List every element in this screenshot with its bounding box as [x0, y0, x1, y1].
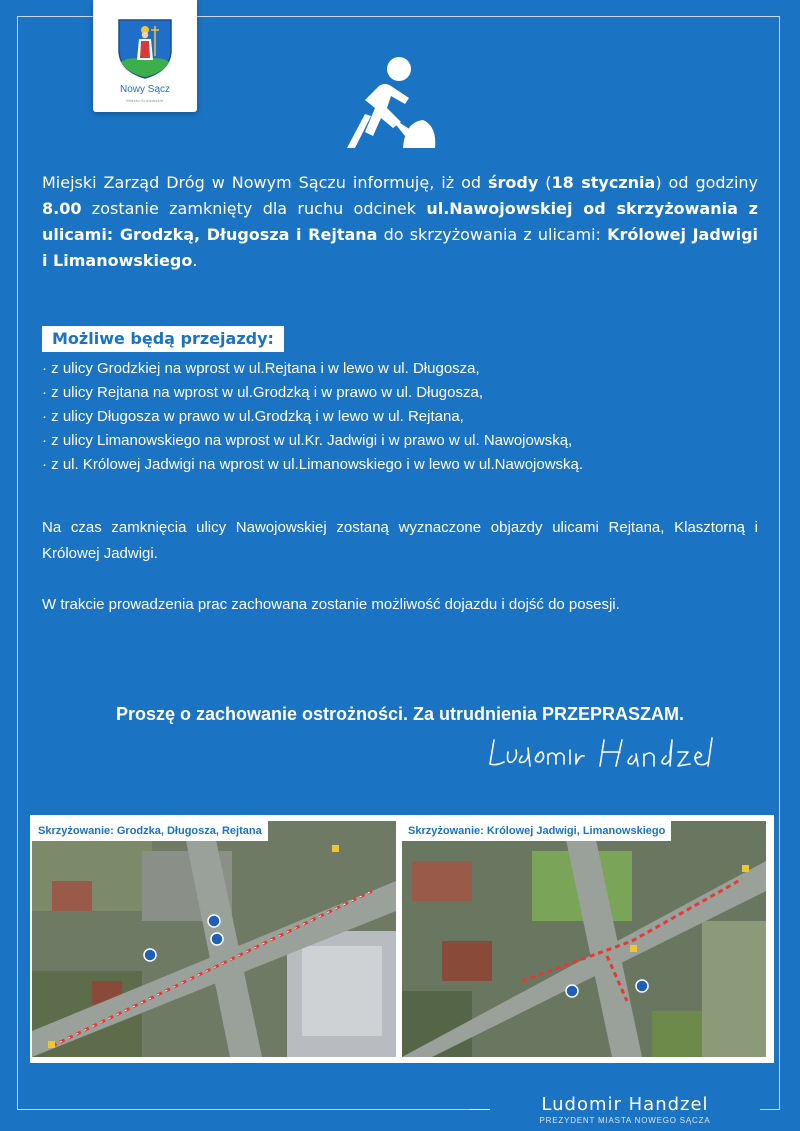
signature	[486, 734, 716, 774]
footer-title: PREZYDENT MIASTA NOWEGO SĄCZA	[539, 1116, 711, 1125]
intro-text: zostanie zamknięty dla ruchu odcinek	[81, 199, 427, 218]
worker-shovel-icon	[345, 56, 437, 150]
city-name: Nowy Sącz	[119, 84, 170, 95]
intro-bold-date: 18 stycznia	[551, 173, 656, 192]
closing-statement: Proszę o zachowanie ostrożności. Za utrudnienia PRZEPRASZAM.	[115, 704, 685, 724]
intersection-photos	[30, 815, 774, 1063]
intro-bold-streets: Królowej Jadwigi i Limanowskiego	[42, 225, 759, 270]
intro-text: .	[192, 251, 198, 270]
detour-paragraph: Na czas zamknięcia ulicy Nawojowskiej zostaną wyznaczone objazdy ulicami Rejtana, Klasztorną i Królowej Jadwigi.	[42, 519, 758, 562]
photo-label: Skrzyżowanie: Grodzka, Długosza, Rejtana	[32, 821, 268, 841]
aerial-photo	[402, 821, 766, 1057]
route-item: · z ulicy Rejtana na wprost w ul.Grodzką i w prawo w ul. Długosza,	[42, 384, 484, 401]
routes-heading: Możliwe będą przejazdy:	[42, 326, 284, 352]
intro-bold-section: ul.Nawojowskiej od skrzyżowania z ulicami: Grodzką, Długosza i Rejtana	[42, 199, 758, 244]
intro-bold-day: środy	[488, 173, 539, 192]
intro-text: Miejski Zarząd Dróg w Nowym Sączu informuję, iż od	[42, 173, 489, 192]
access-paragraph: W trakcie prowadzenia prac zachowana zostanie możliwość dojazdu i dojść do posesji.	[42, 596, 620, 613]
announcement-text	[42, 170, 758, 274]
route-item: · z ulicy Grodzkiej na wprost w ul.Rejtana i w lewo w ul. Długosza,	[42, 360, 480, 377]
photo-intersection-grodzka	[32, 821, 396, 1057]
aerial-photo	[32, 821, 396, 1057]
route-item: · z ul. Królowej Jadwigi na wprost w ul.Limanowskiego i w lewo w ul.Nawojowską.	[42, 456, 584, 473]
photo-label: Skrzyżowanie: Królowej Jadwigi, Limanowskiego	[402, 821, 671, 841]
coat-of-arms-icon	[115, 16, 175, 80]
footer-name: Ludomir Handzel	[490, 1094, 760, 1115]
footer-divider	[470, 1109, 490, 1110]
intro-text: ) od godziny	[655, 173, 759, 192]
intro-text: (	[538, 173, 552, 192]
intro-bold-hour: 8.00	[42, 199, 82, 218]
intro-text: do skrzyżowania z ulicami:	[377, 225, 608, 244]
route-item: · z ulicy Limanowskiego na wprost w ul.Kr. Jadwigi i w prawo w ul. Nawojowską,	[42, 432, 573, 449]
photo-intersection-krolowej-jadwigi	[402, 821, 766, 1057]
city-logo	[93, 0, 197, 112]
route-item: · z ulicy Długosza w prawo w ul.Grodzką i w lewo w ul. Rejtana,	[42, 408, 464, 425]
routes-list	[42, 357, 762, 477]
city-subtitle: Miasto Królewskie	[126, 98, 164, 103]
